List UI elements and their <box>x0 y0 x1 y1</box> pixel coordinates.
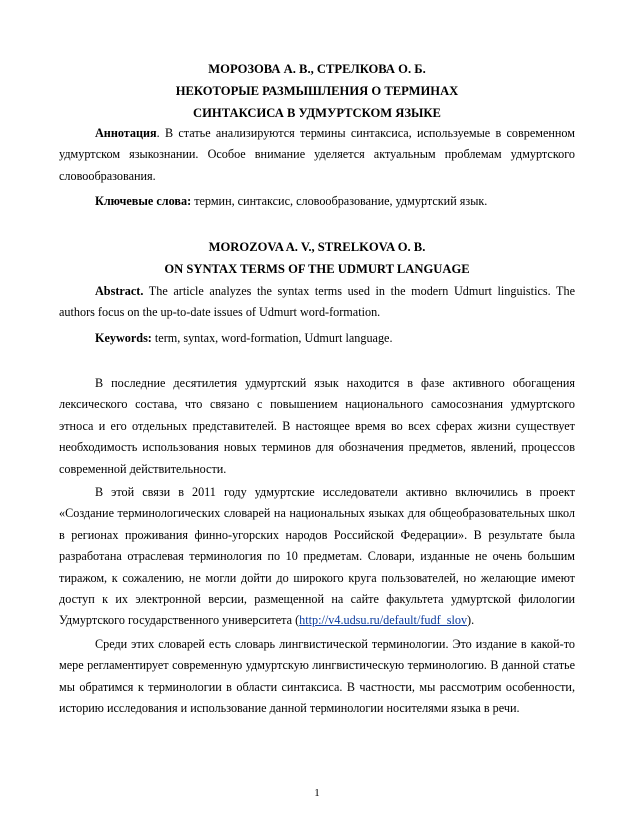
body-paragraph-3: Среди этих словарей есть словарь лингвистической терминологии. Это издание в какой-то мере регламентирует современную удмуртскую лингвистическую терминологию. В данной статье мы обратимся к терминологии в области синтаксиса. В частности, мы рассмотрим особенности, историю исследования и использование данной терминологии носителями языка в речи. <box>59 636 575 716</box>
en-abstract <box>59 281 575 324</box>
udsu-dictionary-link[interactable]: http://v4.udsu.ru/default/fudf_slov <box>299 613 468 628</box>
en-title: ON SYNTAX TERMS OF THE UDMURT LANGUAGE <box>164 262 470 276</box>
body-paragraph-2-end: ). <box>467 613 475 628</box>
body-paragraph-2-text: В этой связи в 2011 году удмуртские исследователи активно включились в проект «Создание терминологических словарей на национальных языках для общеобразовательных школ в регионах проживания финно-угорских народов Российской Федерации». В результате была разработана отраслевая терминология по 10 предметам. Словари, изданные не очень большим тиражом, к сожалению, не могли дойти до широкого круга пользователей, но желающие имеют доступ к их электронной версии, размещенной на сайте факультета удмуртской филологии Удмуртского государственного университета ( <box>59 485 575 628</box>
ru-keywords-label: Ключевые слова: <box>95 194 192 209</box>
ru-authors: МОРОЗОВА А. В., СТРЕЛКОВА О. Б. <box>208 62 426 76</box>
ru-abstract-label: Аннотация <box>95 126 157 140</box>
ru-keywords-text: термин, синтаксис, словообразование, удмуртский язык. <box>191 194 488 209</box>
ru-title-line1: НЕКОТОРЫЕ РАЗМЫШЛЕНИЯ О ТЕРМИНАХ <box>175 84 459 98</box>
body-paragraph-1: В последние десятилетия удмуртский язык находится в фазе активного обогащения лексического состава, что связано с повышением национального самосознания удмуртского этноса и его отдельных представителей. В настоящее время во всех сферах жизни существует необходимость использования новых терминов для обозначения предметов, явлений, процессов современной действительности. <box>59 376 575 476</box>
page-number: 1 <box>314 787 320 799</box>
en-authors: MOROZOVA A. V., STRELKOVA O. B. <box>208 240 426 254</box>
ru-keywords <box>59 191 575 212</box>
en-keywords-label: Keywords: <box>95 330 152 345</box>
en-abstract-label: Abstract. <box>95 284 144 298</box>
body-paragraph-2 <box>59 482 575 632</box>
en-abstract-text: The article analyzes the syntax terms used in the modern Udmurt linguistics. The authors focus on the up-to-date issues of Udmurt word-formation. <box>59 284 575 320</box>
en-abstract-block <box>59 281 575 349</box>
body-text <box>59 373 575 720</box>
ru-abstract-block <box>59 123 575 213</box>
ru-abstract <box>59 123 575 187</box>
ru-abstract-text: . В статье анализируются термины синтаксиса, используемые в современном удмуртском языкознании. Особое внимание уделяется актуальным проблемам удмуртского словообразования. <box>59 126 575 183</box>
en-keywords <box>59 328 575 349</box>
ru-title-line2: СИНТАКСИСА В УДМУРТСКОМ ЯЗЫКЕ <box>193 106 441 120</box>
en-keywords-text: term, syntax, word-formation, Udmurt language. <box>151 330 393 345</box>
